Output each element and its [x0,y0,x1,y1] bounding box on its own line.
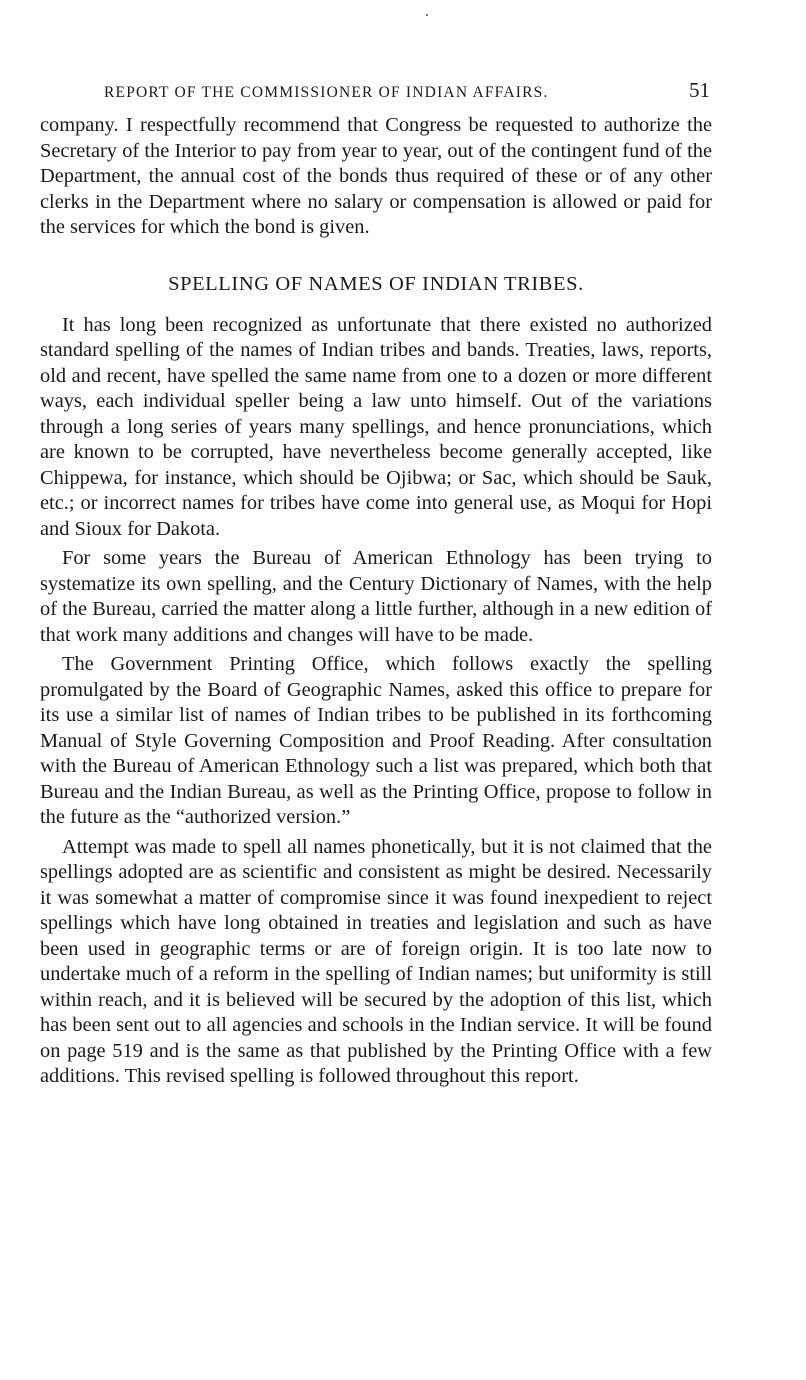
print-speck [426,14,428,16]
continuation-paragraph: company. I respectfully recommend that Congress be requested to authorize the Secretary of the Interior to pay from year to year, out of the contingent fund of the Department, the annual cost of the bonds thus required of these or of any other clerks in the Department where no salary or compensation is allowed or paid for the services for which the bond is given. [40,114,712,238]
section-heading: SPELLING OF NAMES OF INDIAN TRIBES. [168,272,584,295]
section-paragraph-2: For some years the Bureau of American Ethnology has been trying to systematize its own spelling, and the Century Dictionary of Names, with the help of the Bureau, carried the matter along a little further, although in a new edition of that work many additions and changes will have to be made. [40,547,712,646]
running-title: REPORT OF THE COMMISSIONER OF INDIAN AFFAIRS. [104,84,549,101]
book-page [40,78,712,1090]
page-number: 51 [689,78,710,102]
body-text [40,113,712,1090]
running-head [40,78,712,112]
section-paragraph-4: Attempt was made to spell all names phonetically, but it is not claimed that the spellings adopted are as scientific and consistent as might be desired. Necessarily it was somewhat a matter of compromise since it was found inexpedient to reject spellings which have long obtained in treaties and legislation and such as have been used in geographic terms or are of foreign origin. It is too late now to undertake much of a reform in the spelling of Indian names; but uniformity is still within reach, and it is believed will be secured by the adoption of this list, which has been sent out to all agencies and schools in the Indian service. It will be found on page 519 and is the same as that published by the Printing Office with a few additions. This revised spelling is followed throughout this report. [40,835,712,1087]
section-paragraph-1: It has long been recognized as unfortunate that there existed no authorized standard spelling of the names of Indian tribes and bands. Treaties, laws, reports, old and recent, have spelled the same name from one to a dozen or more different ways, each individual speller being a law unto himself. Out of the variations through a long series of years many spellings, and hence pronunciations, which are known to be corrupted, have nevertheless become generally accepted, like Chippewa, for instance, which should be Ojibwa; or Sac, which should be Sauk, etc.; or incorrect names for tribes have come into general use, as Moqui for Hopi and Sioux for Dakota. [40,313,712,540]
section-paragraph-3: The Government Printing Office, which follows exactly the spelling promulgated by the Board of Geographic Names, asked this office to prepare for its use a similar list of names of Indian tribes to be published in its forthcoming Manual of Style Governing Composition and Proof Reading. After consultation with the Bureau of American Ethnology such a list was prepared, which both that Bureau and the Indian Bureau, as well as the Printing Office, propose to follow in the future as the “authorized version.” [40,653,712,828]
